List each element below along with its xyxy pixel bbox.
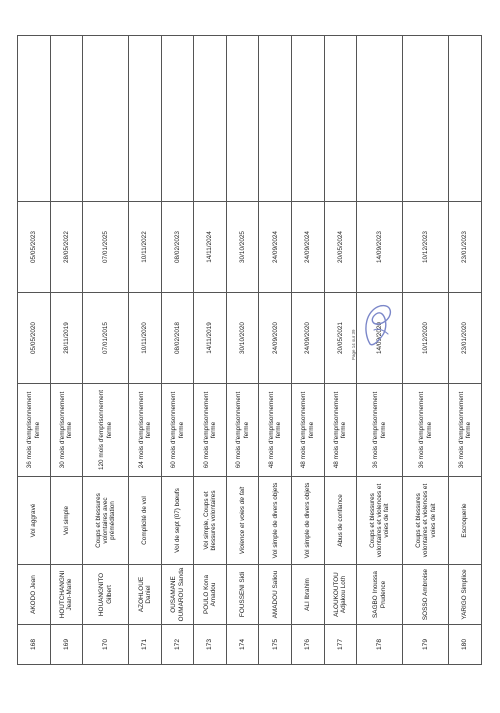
remarks-cell [83, 36, 129, 202]
sentence-cell: 60 mois d'emprisonnement ferme [161, 384, 194, 477]
row-number-cell: 176 [292, 625, 325, 665]
offence-cell: Vol simple, Coups et blessures volontaires [194, 477, 227, 565]
table-row [161, 36, 194, 665]
detainee-name-cell: SAGBO Inoussa Prudence [357, 565, 403, 625]
remarks-cell [292, 36, 325, 202]
detainee-name-cell: AZOHLOUE Daniel [129, 565, 162, 625]
sentence-cell: 60 mois d'emprisonnement ferme [194, 384, 227, 477]
table-row [194, 36, 227, 665]
remarks-cell [403, 36, 449, 202]
offence-cell: Coups et blessures volontaires et violences et voies de fait [403, 477, 449, 565]
offence-cell: Escroquerie [449, 477, 482, 565]
row-number-cell: 178 [357, 625, 403, 665]
end-date-cell: 20/05/2024 [324, 202, 357, 293]
row-number-cell: 179 [403, 625, 449, 665]
sentence-cell: 60 mois d'emprisonnement ferme [226, 384, 259, 477]
sentence-cell: 24 mois d'emprisonnement ferme [129, 384, 162, 477]
table-row [357, 36, 403, 665]
start-date-cell: 23/01/2020 [449, 293, 482, 384]
detainee-name-cell: HOUANGNITO Gilbert [83, 565, 129, 625]
row-number-cell: 169 [50, 625, 83, 665]
table-row [83, 36, 129, 665]
sentence-cell: 36 mois d'emprisonnement ferme [357, 384, 403, 477]
sentence-cell: 48 mois d'emprisonnement ferme [324, 384, 357, 477]
detainee-name-cell: HOUTCHANGNI Jean-Marie [50, 565, 83, 625]
end-date-cell: 24/09/2024 [292, 202, 325, 293]
row-number-cell: 170 [83, 625, 129, 665]
table-row [259, 36, 292, 665]
end-date-cell: 23/01/2023 [449, 202, 482, 293]
offence-cell: Complicité de vol [129, 477, 162, 565]
remarks-cell [50, 36, 83, 202]
end-date-cell: 28/05/2022 [50, 202, 83, 293]
table-row [129, 36, 162, 665]
detainee-name-cell: AKODO Jean [18, 565, 51, 625]
end-date-cell: 14/09/2023 [357, 202, 403, 293]
start-date-cell: 28/11/2019 [50, 293, 83, 384]
sentence-cell: 36 mois d'emprisonnement ferme [403, 384, 449, 477]
offence-cell: Vol simple [50, 477, 83, 565]
end-date-cell: 10/12/2023 [403, 202, 449, 293]
detainee-name-cell: ALI Ibrahim [292, 565, 325, 625]
start-date-cell: 20/05/2021 [324, 293, 357, 384]
rotated-page [17, 36, 482, 665]
table-body [18, 36, 482, 665]
start-date-cell: 07/01/2015 [83, 293, 129, 384]
page-footer: Page 14 sur 39 [351, 329, 356, 360]
remarks-cell [226, 36, 259, 202]
remarks-cell [194, 36, 227, 202]
sentence-cell: 36 mois d'emprisonnement ferme [18, 384, 51, 477]
end-date-cell: 10/11/2022 [129, 202, 162, 293]
end-date-cell: 30/10/2025 [226, 202, 259, 293]
offence-cell: Abus de confiance [324, 477, 357, 565]
sentence-cell: 36 mois d'emprisonnement ferme [449, 384, 482, 477]
table-row [50, 36, 83, 665]
row-number-cell: 171 [129, 625, 162, 665]
sentence-cell: 48 mois d'emprisonnement ferme [259, 384, 292, 477]
remarks-cell [129, 36, 162, 202]
signature-mark [360, 300, 396, 350]
sentence-cell: 30 mois d'emprisonnement ferme [50, 384, 83, 477]
row-number-cell: 173 [194, 625, 227, 665]
table-row [292, 36, 325, 665]
prisoner-table [17, 35, 482, 665]
remarks-cell [161, 36, 194, 202]
detainee-name-cell: OUSAMANE OUMAROU Sanda [161, 565, 194, 625]
remarks-cell [18, 36, 51, 202]
start-date-cell: 24/09/2020 [259, 293, 292, 384]
start-date-cell: 30/10/2020 [226, 293, 259, 384]
offence-cell: Vol de sept (07) bœufs [161, 477, 194, 565]
remarks-cell [324, 36, 357, 202]
sentence-cell: 48 mois d'emprisonnement ferme [292, 384, 325, 477]
row-number-cell: 177 [324, 625, 357, 665]
row-number-cell: 172 [161, 625, 194, 665]
offence-cell: Vol aggravé [18, 477, 51, 565]
detainee-name-cell: SOSSO Ambroise [403, 565, 449, 625]
offence-cell: Coups et blessures volontaires et violences et voies de fait [357, 477, 403, 565]
start-date-cell: 14/09/2020 [357, 293, 403, 384]
detainee-name-cell: ALOUKOUTOU Adjakou Loth [324, 565, 357, 625]
row-number-cell: 174 [226, 625, 259, 665]
end-date-cell: 07/01/2025 [83, 202, 129, 293]
start-date-cell: 10/11/2020 [129, 293, 162, 384]
end-date-cell: 05/05/2023 [18, 202, 51, 293]
start-date-cell: 14/11/2019 [194, 293, 227, 384]
detainee-name-cell: YARIGO Simplice [449, 565, 482, 625]
end-date-cell: 08/02/2023 [161, 202, 194, 293]
table-row [449, 36, 482, 665]
row-number-cell: 175 [259, 625, 292, 665]
detainee-name-cell: POULO Kona Amadou [194, 565, 227, 625]
offence-cell: Vol simple de divers objets [259, 477, 292, 565]
start-date-cell: 08/02/2018 [161, 293, 194, 384]
detainee-name-cell: AMADOU Saliou [259, 565, 292, 625]
offence-cell: Vol simple de divers objets [292, 477, 325, 565]
detainee-name-cell: FOUSSENI Sidi [226, 565, 259, 625]
end-date-cell: 14/11/2024 [194, 202, 227, 293]
start-date-cell: 05/05/2020 [18, 293, 51, 384]
sentence-cell: 120 mois d'emprisonnement ferme [83, 384, 129, 477]
remarks-cell [357, 36, 403, 202]
table-row [226, 36, 259, 665]
start-date-cell: 24/09/2020 [292, 293, 325, 384]
table-row [403, 36, 449, 665]
table-row [18, 36, 51, 665]
row-number-cell: 180 [449, 625, 482, 665]
offence-cell: Coups et blessures volontaires avec préméditation [83, 477, 129, 565]
remarks-cell [449, 36, 482, 202]
offence-cell: Violence et voies de fait [226, 477, 259, 565]
row-number-cell: 168 [18, 625, 51, 665]
end-date-cell: 24/09/2024 [259, 202, 292, 293]
remarks-cell [259, 36, 292, 202]
start-date-cell: 10/12/2020 [403, 293, 449, 384]
